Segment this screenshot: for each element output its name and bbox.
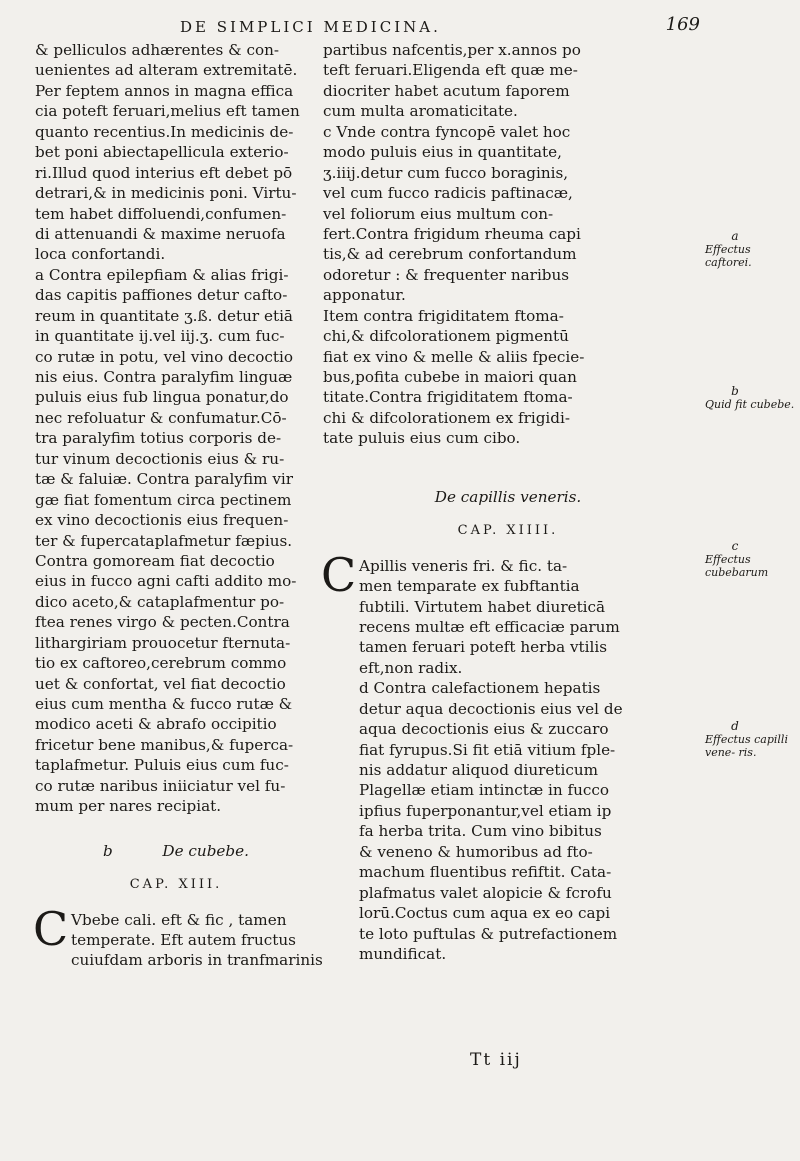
text-line: ftea renes virgo & pecten.Contra xyxy=(35,613,290,632)
text-line: dico aceto,& cataplafmentur po- xyxy=(35,592,285,611)
text-line: Apillis veneris fri. & fic. ta- xyxy=(359,556,568,575)
text-line: reum in quantitate ʒ.ß. detur etiā xyxy=(35,306,293,325)
text-line: ri.Illud quod interius eft debet pō xyxy=(35,163,293,182)
text-line: Plagellæ etiam intinctæ in fucco xyxy=(359,781,610,800)
text-line: loca confortandi. xyxy=(35,245,166,264)
text-line: odoretur : & frequenter naribus xyxy=(323,265,570,284)
text-line: fubtili. Virtutem habet diureticā xyxy=(359,597,606,616)
text-line: bet poni abiectapellicula exterio- xyxy=(35,143,289,162)
text-line: fa herba trita. Cum vino bibitus xyxy=(359,822,602,841)
text-line: fiat ex vino & melle & aliis fpecie- xyxy=(323,347,585,366)
text-line: cia poteft feruari,melius eft tamen xyxy=(35,102,300,121)
text-line: aqua decoctionis eius & zuccaro xyxy=(359,720,609,739)
text-line: fiat fyrupus.Si fit etiā vitium fple- xyxy=(359,740,616,759)
text-line: partibus nafcentis,per x.annos po xyxy=(323,41,581,59)
text-line: Per feptem annos in magna effica xyxy=(35,81,294,100)
text-line: temperate. Eft autem fructus xyxy=(71,930,296,949)
right-paragraph-block xyxy=(323,40,693,449)
text-line: gæ fiat fomentum circa pectinem xyxy=(35,490,292,509)
text-line: nis addatur aliquod diureticum xyxy=(359,761,599,779)
text-line: mundificat. xyxy=(359,944,447,963)
text-line: a Contra epilepfiam & alias frigi- xyxy=(35,265,289,284)
text-line: vel cum fucco radicis paftinacæ, xyxy=(323,184,573,203)
text-line: lorū.Coctus cum aqua ex eo capi xyxy=(359,904,611,923)
text-line: titate.Contra frigiditatem ftoma- xyxy=(323,388,573,407)
text-line: lithargiriam prouocetur fternuta- xyxy=(35,633,291,652)
text-line: diocriter habet acutum faporem xyxy=(323,81,570,100)
text-line: apponatur. xyxy=(323,286,406,305)
text-line: & pelliculos adhærentes & con- xyxy=(35,41,280,59)
dropcap-letter: C xyxy=(33,901,69,956)
text-line: tem habet diffoluendi,confumen- xyxy=(35,204,287,223)
text-line: teft feruari.Eligenda eft quæ me- xyxy=(323,61,578,80)
text-line: nis eius. Contra paralyfim linguæ xyxy=(35,368,293,386)
capillis-chapter: CAP. XIIII. xyxy=(457,523,559,539)
text-line: taplafmetur. Puluis eius cum fuc- xyxy=(35,756,289,775)
margin-note-a: a Effectus caftorei. xyxy=(705,229,752,269)
text-line: ʒ.iiij.detur cum fucco boraginis, xyxy=(323,163,569,182)
text-line: eius cum mentha & fucco rutæ & xyxy=(35,695,293,713)
text-line: tæ & faluiæ. Contra paralyfim vir xyxy=(35,470,294,489)
cubebe-body xyxy=(33,901,323,971)
cubebe-chapter: CAP. XIII. xyxy=(129,877,223,893)
text-line: Vbebe cali. eft & fic , tamen xyxy=(71,910,287,929)
margin-note-b: b Quid fit cubebe. xyxy=(705,384,795,411)
text-line: machum fluentibus refiftit. Cata- xyxy=(359,863,612,882)
text-line: co rutæ naribus iniiciatur vel fu- xyxy=(35,776,286,795)
text-line: Contra gomoream fiat decoctio xyxy=(35,551,275,570)
text-line: Item contra frigiditatem ftoma- xyxy=(323,306,564,325)
text-line: chi & difcolorationem ex frigidi- xyxy=(323,408,570,427)
text-line: uenientes ad alteram extremitatē. xyxy=(35,61,298,80)
text-line: detrari,& in medicinis poni. Virtu- xyxy=(35,184,297,203)
text-line: tio ex caftoreo,cerebrum commo xyxy=(35,654,287,673)
text-line: vel foliorum eius multum con- xyxy=(323,204,554,223)
text-line: chi,& difcolorationem pigmentū xyxy=(323,327,569,346)
signature-mark: Tt iij xyxy=(470,1050,522,1070)
margin-note-d: d Effectus capilli vene- ris. xyxy=(705,719,788,759)
cubebe-heading-letter: b xyxy=(103,841,113,860)
text-line: eius in fucco agni cafti addito mo- xyxy=(35,572,297,591)
text-line: d Contra calefactionem hepatis xyxy=(359,679,601,698)
capillis-heading: De capillis veneris. xyxy=(434,487,582,506)
text-line: nec refoluatur & confumatur.Cō- xyxy=(35,408,287,427)
left-column xyxy=(33,40,323,971)
cubebe-heading xyxy=(35,841,317,861)
left-paragraph-block xyxy=(35,40,317,817)
text-line: tate puluis eius cum cibo. xyxy=(323,429,521,448)
dropcap-letter: C xyxy=(321,547,357,602)
text-line: puluis eius fub lingua ponatur,do xyxy=(35,388,289,407)
text-line: cum multa aromaticitate. xyxy=(323,102,518,121)
text-line: cuiufdam arboris in tranfmarinis xyxy=(71,951,323,970)
text-line: te loto puftulas & putrefactionem xyxy=(359,924,618,943)
text-line: modico aceti & abrafo occipitio xyxy=(35,715,277,734)
text-line: tamen feruari poteft herba vtilis xyxy=(359,638,607,657)
text-line: fert.Contra frigidum rheuma capi xyxy=(323,224,581,243)
text-line: detur aqua decoctionis eius vel de xyxy=(359,699,623,718)
text-line: tis,& ad cerebrum confortandum xyxy=(323,245,577,264)
text-line: das capitis paffiones detur cafto- xyxy=(35,286,288,305)
margin-note-c: c Effectus cubebarum xyxy=(705,539,769,579)
text-line: men temparate ex fubftantia xyxy=(359,577,580,596)
text-line: c Vnde contra fyncopē valet hoc xyxy=(323,122,571,141)
text-line: ter & fupercataplafmetur fæpius. xyxy=(35,531,293,550)
text-line: tur vinum decoctionis eius & ru- xyxy=(35,449,285,468)
text-line: tra paralyfim totius corporis de- xyxy=(35,429,282,448)
running-head xyxy=(180,14,740,40)
text-line: uet & confortat, vel fiat decoctio xyxy=(35,674,286,693)
text-line: mum per nares recipiat. xyxy=(35,797,222,816)
text-line: eft,non radix. xyxy=(359,658,463,677)
running-title: DE SIMPLICI MEDICINA. xyxy=(180,18,441,36)
text-line: in quantitate ij.vel iij.ʒ. cum fuc- xyxy=(35,327,285,346)
text-line: bus,pofita cubebe in maiori quan xyxy=(323,368,577,386)
text-line: ipfius fuperponantur,vel etiam ip xyxy=(359,801,612,820)
right-column xyxy=(323,40,693,964)
text-line: plafmatus valet alopicie & fcrofu xyxy=(359,883,612,902)
cubebe-heading-title: De cubebe. xyxy=(162,841,249,860)
text-line: modo puluis eius in quantitate, xyxy=(323,143,562,162)
text-line: & veneno & humoribus ad fto- xyxy=(359,842,593,861)
text-line: di attenuandi & maxime neruofa xyxy=(35,224,286,243)
text-line: recens multæ eft efficaciæ parum xyxy=(359,617,620,636)
text-line: ex vino decoctionis eius frequen- xyxy=(35,511,289,530)
page-number: 169 xyxy=(665,14,700,35)
text-line: quanto recentius.In medicinis de- xyxy=(35,122,294,141)
capillis-body xyxy=(321,547,693,965)
text-line: co rutæ in potu, vel vino decoctio xyxy=(35,347,294,366)
text-line: fricetur bene manibus,& fuperca- xyxy=(35,735,294,754)
